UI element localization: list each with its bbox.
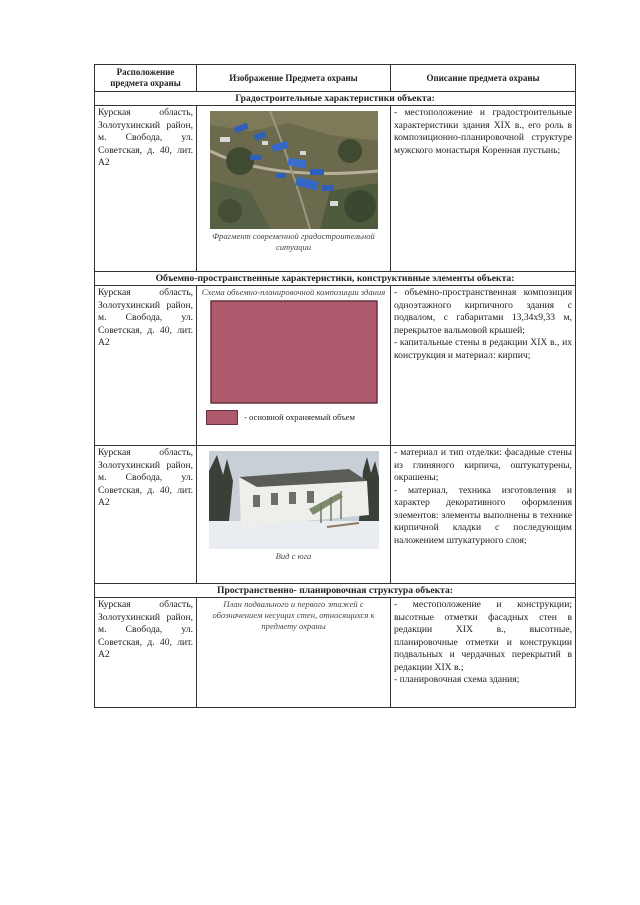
image-caption: Схема объемно-планировочной композиции здания: [201, 287, 386, 297]
legend-label: - основной охраняемый объем: [244, 412, 355, 423]
header-row: [95, 65, 576, 92]
header-description: Описание предмета охраны: [391, 65, 576, 92]
location-cell: Курская область, Золотухинский район, м. Свобода, ул. Советская, д. 40, лит. А2: [95, 106, 197, 272]
image-caption: План подвального и первого этажей с обозначением несущих стен, относящихся к предмету охраны: [212, 599, 375, 631]
table-row: [95, 286, 576, 446]
legend-swatch: [206, 410, 238, 425]
section-row: [95, 584, 576, 598]
image-cell: [197, 598, 391, 708]
description-cell: - местоположение и конструкции; высотные отметки фасадных стен в редакции XIX в., высотные, планировочные отметки и конструкции подвальных и чердачных перекрытий в редакции XIX в.; - планировочная схема здания;: [391, 598, 576, 708]
image-caption: Вид с юга: [275, 551, 312, 561]
image-caption: Фрагмент современной градостроительной ситуации: [212, 231, 375, 252]
scheme-legend: [206, 410, 387, 425]
description-cell: - объемно-пространственная композиция одноэтажного кирпичного здания с подвалом, с габаритами 13,34х9,33 м, перекрытое вальмовой крышей; - капитальные стены в редакции XIX в., их конструкция и материал: кирпич;: [391, 286, 576, 446]
image-cell: [197, 286, 391, 446]
image-cell: [197, 446, 391, 584]
table-row: [95, 446, 576, 584]
south-view-photo: [209, 451, 379, 549]
location-cell: Курская область, Золотухинский район, м. Свобода, ул. Советская, д. 40, лит. А2: [95, 286, 197, 446]
volume-scheme: [210, 300, 378, 404]
section-urban-title: Градостроительные характеристики объекта:: [95, 92, 576, 106]
table-row: [95, 598, 576, 708]
header-location: Расположение предмета охраны: [95, 65, 197, 92]
header-image: Изображение Предмета охраны: [197, 65, 391, 92]
section-volume-title: Объемно-пространственные характеристики, конструктивные элементы объекта:: [95, 272, 576, 286]
aerial-photo: [210, 111, 378, 229]
section-row: [95, 272, 576, 286]
description-cell: - материал и тип отделки: фасадные стены из глиняного кирпича, оштукатурены, окрашены; - материал, техника изготовления и характер декоративного оформления элементов: элементы выполнены в технике кирпичной кладки с последующим наложением штукатурного слоя;: [391, 446, 576, 584]
location-cell: Курская область, Золотухинский район, м. Свобода, ул. Советская, д. 40, лит. А2: [95, 598, 197, 708]
table-row: [95, 106, 576, 272]
location-cell: Курская область, Золотухинский район, м. Свобода, ул. Советская, д. 40, лит. А2: [95, 446, 197, 584]
section-spatial-title: Пространственно- планировочная структура объекта:: [95, 584, 576, 598]
description-cell: - местоположение и градостроительные характеристики здания XIX в., его роль в композиционно-планировочной структуре мужского монастыря Коренная пустынь;: [391, 106, 576, 272]
protection-subject-table: [94, 64, 576, 708]
section-row: [95, 92, 576, 106]
image-cell: [197, 106, 391, 272]
